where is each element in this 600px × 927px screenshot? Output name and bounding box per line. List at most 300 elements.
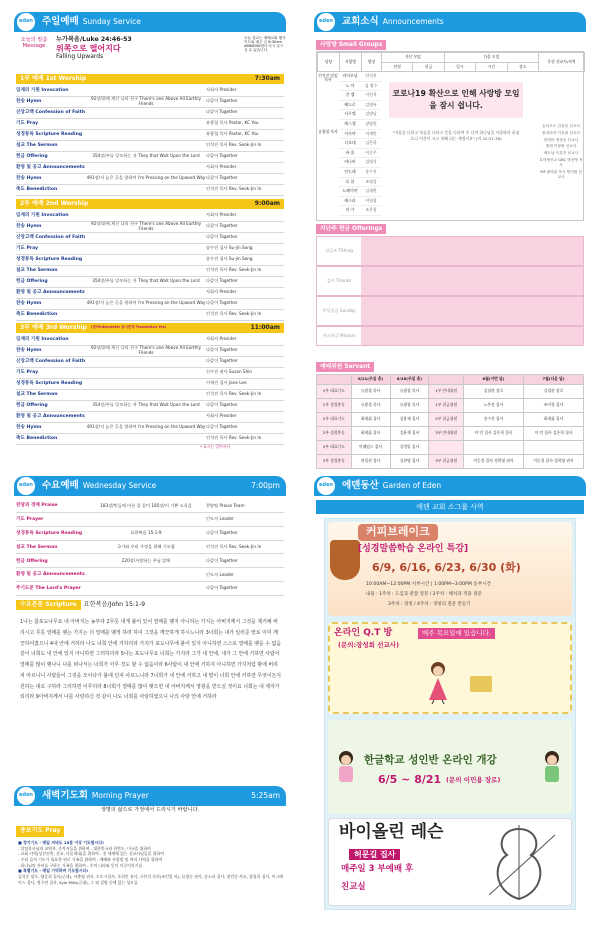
program-item: 성경봉독 Scripture Reading <box>16 132 83 138</box>
school-title: 한글학교 성인반 온라인 개강 <box>364 754 497 766</box>
groups-sub-head: 일시 <box>444 62 475 72</box>
scripture-ref-wed: 요한복음/John 15:1-9 <box>83 601 146 609</box>
program-leader: 다같이 Together <box>206 347 238 353</box>
servant-row <box>317 398 584 412</box>
servant-cell: 3부 헌금위원 <box>429 454 464 468</box>
program-leader: 인석진 목사 Rev. Seok-Jin In <box>206 186 262 192</box>
wednesday-row <box>16 583 284 596</box>
prayer-list <box>18 840 284 885</box>
program-item: 찬송 Hymn <box>16 301 42 307</box>
garden-subtitle: 에덴 교회 소그룹 사역 <box>316 500 584 514</box>
eden-logo-icon: eden <box>16 12 36 32</box>
group-row <box>339 168 381 178</box>
sunday-header <box>14 12 286 32</box>
group-leader: 김 영수 <box>364 82 378 88</box>
group-row <box>339 82 381 92</box>
program-leader: 사회자 Presider <box>206 289 237 295</box>
program-leader: 다같이 Together <box>206 175 238 181</box>
offering-value-cell <box>361 267 583 295</box>
online-qt-poster[interactable] <box>328 622 572 714</box>
eden-logo-icon: eden <box>16 786 36 806</box>
group-leader: 송수진 <box>365 168 377 174</box>
news-title-en: Announcements <box>382 16 444 26</box>
group-leader: 조명성 <box>365 178 377 184</box>
wednesday-item: 설교 The Sermon <box>16 544 58 550</box>
offering-value-cell <box>361 237 583 265</box>
wednesday-detail: 국가와 우리 가정을 위해 기도함 <box>117 543 175 549</box>
group-name: 라이오닝 <box>342 73 358 79</box>
group-leader: 조은경 <box>365 207 377 213</box>
offering-label-cell: 감사 Thanks <box>317 267 361 295</box>
prayer-line: ■ 정기기도 - 매일 저녁도 15분 이상 기도합시다! <box>18 840 104 845</box>
group-name: 안드레 <box>344 168 356 174</box>
program-leader: 인석진 목사 Rev. Seok-Jin In <box>206 311 262 317</box>
servant-row <box>317 384 584 398</box>
program-leader: 다같이 Together <box>206 402 238 408</box>
mission-item: 동티모르 김옥천 선교사 <box>542 124 580 128</box>
program-row <box>16 346 284 357</box>
program-leader: 송수진 집사 Su-jin Song <box>206 245 253 251</box>
servant-cell: 김정일 집사 <box>390 440 429 454</box>
group-name: 느헤미야 <box>342 188 358 194</box>
program-item: 설교 The Sermon <box>16 143 58 149</box>
worship-bar <box>16 323 284 333</box>
program-row <box>16 185 284 196</box>
group-leader: 김재현 <box>365 188 377 194</box>
group-name: 바 울 <box>345 149 355 155</box>
program-hymn: 92장/위에 계신 나의 친구 There's one Above All Earthly Friends <box>90 220 202 231</box>
program-leader: 사회자 Presider <box>206 164 237 170</box>
servant-cell: 3부 성경봉독 <box>317 454 352 468</box>
program-row <box>16 335 284 346</box>
covid-verse: "마음을 다하고 목숨을 다하고 뜻을 다하여 주 너의 하나님을 사랑하라 하셨으니 이것이 크고 첫째 되는 계명이요" (마 22:37-38) <box>392 130 520 141</box>
group-name: 갈 렙 <box>345 92 355 98</box>
program-hymn: 92장/위에 계신 나의 친구 There's one Above All Earthly Friends <box>90 95 202 106</box>
servant-cell: 3부 대표기도 <box>317 440 352 454</box>
program-row <box>16 141 284 152</box>
program-leader: 다같이 Together <box>206 153 238 159</box>
servant-cell: 최재휘 집사 <box>351 412 390 426</box>
wednesday-item: 기도 Prayer <box>16 517 44 523</box>
eden-logo-icon: eden <box>316 12 336 32</box>
garden-title: 에덴동산 <box>342 479 379 491</box>
program-leader: 사회자 Presider <box>206 413 237 419</box>
group-leader: 김명록 <box>365 101 377 107</box>
news-header <box>314 12 586 32</box>
program-row <box>16 130 284 141</box>
violin-place: 친교실 <box>341 882 366 892</box>
group-row <box>339 187 381 197</box>
program-row <box>16 288 284 299</box>
servant-cell: 노은정 집사 <box>464 398 524 412</box>
group-row <box>339 139 381 149</box>
program-row <box>16 108 284 119</box>
program-item: 헌금 Offering <box>16 403 48 409</box>
mission-item: 칠레 이창원 선교사 <box>545 144 577 149</box>
groups-sub-head: 시간 <box>476 62 507 72</box>
servant-cell: 김용재 집사 <box>390 412 429 426</box>
wednesday-item: 환영 및 공고 Announcements <box>16 572 85 578</box>
group-leader: 김은희 <box>365 140 377 146</box>
offering-value-cell <box>361 297 583 325</box>
group-row <box>339 72 381 82</box>
program-hymn: 92장/위에 계신 나의 친구 There's one Above All Earthly Friends <box>90 344 202 355</box>
prayer-line: 김석준 장로, 양승희 집사(군대), 서춘영 권사, 도도시집사, 오희인 권사, 구본각 목사(조인일 아), 류정순 권사, 송소라 집사, 천인순 사모, 장철희 집사, 이그레이스 집사, 정수연 집사, Kyle Mills(군대), 그 외 질병 중에 있는 성도들 <box>18 873 283 885</box>
mission-item: 베트남 이유진 선교사 <box>543 151 579 156</box>
group-leader: 김명식 <box>365 159 377 165</box>
servant-head: 6/28(주일 총) <box>390 375 429 385</box>
violin-time: 매주일 3 부예배 후 <box>341 864 414 874</box>
morning-header <box>14 786 286 806</box>
qt-title: 온라인 Q.T 방 <box>334 628 393 638</box>
worship-bar <box>16 74 284 84</box>
servant-cell: 유광철 목사 <box>390 384 429 398</box>
wednesday-title: 수요예배 <box>42 479 79 491</box>
program-item: 성경봉독 Scripture Reading <box>16 381 83 387</box>
servant-cell <box>464 440 524 454</box>
program-leader: 다같이 Together <box>206 98 238 104</box>
servant-cell: 유광철 목사 <box>390 398 429 412</box>
wednesday-leader: 다같이 Together <box>206 557 238 563</box>
group-name: 베드로 <box>344 101 356 107</box>
wednesday-item: 헌금 Offering <box>16 558 48 564</box>
garden-header <box>314 476 586 496</box>
korean-school-poster[interactable] <box>328 720 572 814</box>
program-row <box>16 310 284 321</box>
worship-bar <box>16 199 284 209</box>
servant-cell: 이 민 집사 김은희 집사 <box>523 426 583 440</box>
program-row <box>16 412 284 423</box>
program-item: 신앙고백 Confession of Faith <box>16 235 86 241</box>
scripture-text: 1나는 참포도나무요 내 아버지는 농부라 2무릇 내게 붙어 있어 열매를 맺지 아니하는 가지는 아버지께서 그것을 제거해 버리시고 무릇 열매를 맺는 가지는 더 열매를 맺게 하려 하여 그것을 깨끗하게 하시느니라 3너희는 내가 일러준 말로 이미 깨끗하여졌으니 4내 안에 거하라 나도 너희 안에 거하리라 가지가 포도나무에 붙어 있지 아니하면 스스로 열매를 맺을 수 없음 같이 너희도 내 안에 있지 아니하면 그러하리라 5나는 포도나무요 너희는 가지라 그가 내 안에, 내가 그 안에 거하면 사람이 열매를 많이 맺나니 나를 떠나서는 너희가 아무 것도 할 수 없음이라 6사람이 내 안에 거하지 아니하면 가지처럼 밖에 버려져 마르나니 사람들이 그것을 모아다가 불에 던져 사르느니라 7너희가 내 안에 거하고 내 말이 너희 안에 거하면 무엇이든지 원하는 대로 구하라 그리하면 이루리라 8너희가 열매를 많이 맺으면 내 아버지께서 영광을 받으실 것이요 너희는 내 제자가 되리라 9아버지께서 나를 사랑하신 것 같이 나도 너희를 사랑하였으니 나의 사랑 안에 거하라 <box>20 619 282 701</box>
prayer-label: 중보기도 Pray <box>16 826 64 837</box>
servant-head: 7월(다음 달) <box>523 375 583 385</box>
program-leader: 인석진 목사 Rev. Seok-Jin In <box>206 142 262 148</box>
girl-illustration-icon <box>420 660 456 704</box>
program-item: 축도 Benediction <box>16 436 58 442</box>
servant-row <box>317 454 584 468</box>
group-leader: 이재민 <box>365 130 377 136</box>
groups-sub-head: 헌금 <box>413 62 444 72</box>
program-leader: 인석진 목사 Rev. Seok-Jin In <box>206 435 262 441</box>
program-leader: 사회자 Presider <box>206 212 237 218</box>
groups-sub-head: 인원 <box>382 62 413 72</box>
wednesday-leader: 인석진 목사 Rev. Seok-Jin In <box>206 543 262 549</box>
program-row <box>16 299 284 310</box>
coffee-line-2: 3주차 : 경청 / 4주차 : 경청의 질문 만들기 <box>388 602 471 607</box>
qt-bible-icon <box>470 676 492 692</box>
scripture-ref: 누가복음/Luke 24:46-53 <box>56 36 132 43</box>
morning-title: 새벽기도회 <box>42 789 88 801</box>
group-row <box>339 197 381 207</box>
groups-col-head: 후원 선교사/사역 <box>539 53 585 72</box>
group-row <box>339 120 381 130</box>
group-leader: 김명남 <box>365 111 377 117</box>
mission-item: 무학생선교 GBC 박찬영 목사 <box>539 158 583 167</box>
violin-lesson-poster[interactable] <box>328 818 572 906</box>
program-row <box>16 174 284 185</box>
covid-notice: 코로나19 확산으로 인해 사랑방 모임을 잠시 쉽니다. <box>392 89 520 110</box>
news-title: 교회소식 <box>342 15 379 27</box>
program-item: 찬송 Hymn <box>16 99 42 105</box>
group-leader: 이원철 <box>365 197 377 203</box>
program-row <box>16 163 284 174</box>
servant-cell: 2부 성경봉독 <box>317 426 352 440</box>
program-item: 신앙고백 Confession of Faith <box>16 359 86 365</box>
mission-item: YM 필리핀 목사 양지원 선교사 <box>539 169 583 179</box>
program-row <box>16 357 284 368</box>
groups-col-head: 담당 <box>318 53 340 72</box>
morning-title-en: Morning Prayer <box>91 790 149 800</box>
wednesday-leader: 다같이 Together <box>206 585 238 591</box>
group-name: 노 아 <box>345 82 355 88</box>
groups-col-head: 지난 모임 <box>382 53 445 63</box>
program-item: 임재의 기원 Invocation <box>16 88 69 94</box>
program-leader: 송수진 집사 Su-jin Song <box>206 256 253 262</box>
wednesday-detail: 183장/빈들에 마른 풀 같이 185장/이 기쁜 소식을 <box>100 502 192 508</box>
program-item: 기도 Pray <box>16 246 39 252</box>
program-item: 환영 및 공고 Announcements <box>16 165 85 171</box>
program-leader: 사회자 Presider <box>206 87 237 93</box>
word-label: 오늘의 말씀 <box>20 37 48 43</box>
servant-cell: 김용재 집사 <box>390 426 429 440</box>
program-item: 임재의 기원 Invocation <box>16 213 69 219</box>
servant-cell: 2부 헌금위원 <box>429 412 464 426</box>
program-row <box>16 434 284 445</box>
servant-cell: 조미경 집사 <box>523 398 583 412</box>
servant-cell: 이동경 집사 경희영 권사 <box>464 454 524 468</box>
servant-head: 6월(이번 달) <box>464 375 524 385</box>
morning-text: 생명의 삶으로 가정에서 드리시기 바랍니다. <box>100 807 200 813</box>
prayer-line: - 교회 사역(성전건축, 선교, 다음세대)을 위하여 - 전 세계에 있는 선교사님들을 위하여 <box>18 851 164 857</box>
servant-table <box>316 374 584 469</box>
wednesday-leader: 인도자 Leader <box>206 516 234 522</box>
wednesday-time: 7:00pm <box>251 480 280 490</box>
kids-illustration-icon <box>334 750 358 790</box>
program-row <box>16 211 284 222</box>
groups-list <box>339 72 381 216</box>
program-hymn: 354장/주를 앙모하는 자 They that Wait Upon the Lord <box>92 278 200 284</box>
program-leader: 신수진 권사 Susan Shin <box>206 369 253 375</box>
wednesday-row <box>16 541 284 554</box>
group-row <box>339 149 381 159</box>
morning-time: 5:25am <box>251 790 280 800</box>
group-name: 디모데 <box>344 140 356 146</box>
wednesday-row <box>16 569 284 582</box>
group-leader: 장명헌 <box>365 121 377 127</box>
mission-item: 캄비아 정상윤 선교사 <box>543 137 579 142</box>
groups-table <box>316 51 584 221</box>
program-leader: 다같이 Together <box>206 358 238 364</box>
program-item: 찬송 Hymn <box>16 224 42 230</box>
program-leader: 다같이 Together <box>206 109 238 115</box>
servant-cell <box>523 440 583 454</box>
servant-cell: 유광철 목사 <box>351 398 390 412</box>
group-name: 요 한 <box>345 178 355 184</box>
servant-cell: 이 민 집사 김은희 집사 <box>464 426 524 440</box>
recording-notice: 오늘 설교는 예배교회 웹사이트와 매주 금 8:30am AMBIENS에서 다시 들으실 수 있습니다. <box>244 36 286 53</box>
offering-value-cell <box>361 327 583 345</box>
wednesday-row <box>16 528 284 541</box>
prayer-line: ■ 특별기도 - 매일 기억하며 기도합시다! <box>18 868 89 874</box>
program-leader: 이재인 집사 Jane Lee <box>206 380 247 386</box>
program-hymn: 491장/저 높은 곳을 향하여 I'm Pressing on the Upward Way <box>86 424 206 430</box>
program-leader: 유광철 목사 Pastor, KC You <box>206 131 259 137</box>
program-row <box>16 277 284 288</box>
group-leader: 이승주 <box>365 149 377 155</box>
group-leader: 안석진 <box>365 73 377 79</box>
program-leader: 인석진 목사 Rev. Seok-Jin In <box>206 267 262 273</box>
servant-cell: 차성권 집사 <box>351 454 390 468</box>
program-row <box>16 423 284 434</box>
eden-logo-icon: eden <box>316 476 336 496</box>
coffee-cup-icon <box>330 540 360 580</box>
group-row <box>339 91 381 101</box>
coffee-title: 커피브레이크 <box>358 524 438 541</box>
servant-head: 6/21(주일 총) <box>351 375 390 385</box>
wednesday-item: 성경봉독 Scripture Reading <box>16 530 83 536</box>
coffee-subtitle: [성경말씀학습 온라인 특강] <box>358 544 469 554</box>
servant-cell: 2부 대표기도 <box>317 412 352 426</box>
wednesday-item: 찬양과 경배 Praise <box>16 503 58 509</box>
program-item: 찬송 Hymn <box>16 348 42 354</box>
wednesday-row <box>16 500 284 513</box>
groups-col-head: 방장 <box>362 53 382 72</box>
program-hymn: 491장/저 높은 곳을 향하여 I'm Pressing on the Upward Way <box>86 300 206 306</box>
program-item: 신앙고백 Confession of Faith <box>16 110 86 116</box>
covid-notice-box <box>389 82 523 118</box>
violin-icon <box>479 825 559 903</box>
program-item: 환영 및 공고 Announcements <box>16 414 85 420</box>
program-leader: 다같이 Together <box>206 223 238 229</box>
group-name: 사무엘 <box>344 111 356 117</box>
wednesday-header <box>14 476 286 496</box>
garden-title-en: Garden of Eden <box>382 480 442 490</box>
servant-cell <box>429 440 464 454</box>
offering-label-cell: 선교헌금 Mission <box>317 327 361 345</box>
program-leader: 인석진 목사 Rev. Seok-Jin In <box>206 391 262 397</box>
groups-left-2: 유광철 목사 <box>318 129 338 134</box>
program-row <box>16 379 284 390</box>
worship-time: 9:00am <box>254 199 280 207</box>
program-row <box>16 266 284 277</box>
servant-cell: 3부 안내위원 <box>429 426 464 440</box>
scripture-label: 수요본문 Scripture <box>16 600 81 611</box>
group-leader: 이천석 <box>365 92 377 98</box>
sermon-title: 위쪽으로 떨어지다 <box>56 44 121 54</box>
program-row <box>16 390 284 401</box>
servant-cell: 최재휘 집사 <box>351 426 390 440</box>
worship-title: 2부 예배 2nd Worship <box>20 199 89 207</box>
program-row <box>16 97 284 108</box>
program-item: 성경봉독 Scripture Reading <box>16 257 83 263</box>
group-name: 이사야 <box>344 130 356 136</box>
wednesday-leader: 찬양팀 Praise Team <box>206 502 245 508</box>
program-row <box>16 119 284 130</box>
qt-sub: (문의:장성희 선교사) <box>338 641 400 649</box>
group-row <box>339 130 381 140</box>
program-row <box>16 222 284 233</box>
word-label-en: Message <box>22 42 46 49</box>
program-hymn: 491장/저 높은 곳을 향하여 I'm Pressing on the Upward Way <box>86 175 206 181</box>
servant-cell: 송수진 집사 <box>464 412 524 426</box>
school-dates: 6/5 ~ 8/21 <box>378 773 442 786</box>
servant-cell: 김철현 장로 <box>464 384 524 398</box>
worship-note: (영어Interpreter 동시번역 Translation Yes) <box>90 325 167 330</box>
mission-item: 볼리비아 이진희 선교사 <box>542 130 580 135</box>
wednesday-detail: 요한복음 15:1-9 <box>130 530 162 536</box>
servant-label: 예배위원 Servant <box>316 362 374 372</box>
program-row <box>16 233 284 244</box>
servant-head <box>317 375 352 385</box>
offering-label: 지난주 헌금 Offerings <box>316 224 386 234</box>
coffee-break-poster[interactable] <box>328 522 572 616</box>
groups-col-head: 사랑방 <box>340 53 362 72</box>
servant-cell: 이동경 집사 경희영 권사 <box>523 454 583 468</box>
servant-cell: 1부 헌금위원 <box>429 398 464 412</box>
servant-cell: 최재휘 집사 <box>523 412 583 426</box>
program-item: 헌금 Offering <box>16 279 48 285</box>
groups-col-head: 다음 모임 <box>444 53 538 63</box>
group-row <box>339 206 381 216</box>
groups-label: 사랑방 Small Groups <box>316 40 386 50</box>
worship-time: 7:30am <box>254 74 280 82</box>
program-leader: 사회자 Presider <box>206 336 237 342</box>
program-row <box>16 244 284 255</box>
stand-note: * 표시는 일어서서 <box>200 444 230 449</box>
group-name: 바나바 <box>344 159 356 165</box>
violin-title: 바이올린 레슨 <box>339 822 444 842</box>
offering-row <box>316 236 584 266</box>
coffee-time: 10:00AM~12:00PM 서부시간 | 1:00PM~3:00PM 동부시간 <box>366 582 492 587</box>
coffee-line-1: 내용 : 1주차 : 도입과 관찰 질문 / 2주차 : 해석과 적용 질문 <box>366 592 482 597</box>
program-row <box>16 86 284 97</box>
prayer-line: - 하나님의 자비를 구하는 가족을 위하여 - 주의 나라와 뜻이 이루어지기를 <box>18 862 143 868</box>
offering-label-cell: 주일헌금 Sunday <box>317 297 361 325</box>
sermon-title-en: Falling Upwards <box>56 53 104 61</box>
program-leader: 다같이 Together <box>206 424 238 430</box>
servant-row <box>317 412 584 426</box>
program-item: 축도 Benediction <box>16 312 58 318</box>
wednesday-item: 주기도문 The Lord's Prayer <box>16 586 81 592</box>
program-leader: 유광철 목사 Pastor, KC You <box>206 120 259 126</box>
group-row <box>339 110 381 120</box>
offering-row <box>316 266 584 296</box>
message-block <box>16 36 284 68</box>
coffee-dates: 6/9, 6/16, 6/23, 6/30 (화) <box>372 561 521 574</box>
servant-cell: 이혜임스 집사 <box>351 440 390 454</box>
servant-row <box>317 426 584 440</box>
worship-title: 1부 예배 1st Worship <box>20 74 87 82</box>
program-row <box>16 368 284 379</box>
program-leader: 다같이 Together <box>206 234 238 240</box>
offering-row <box>316 326 584 346</box>
groups-sub-head: 장소 <box>507 62 538 72</box>
group-name: 에스라 <box>344 197 356 203</box>
servant-cell: 유광철 목사 <box>351 384 390 398</box>
program-item: 기도 Pray <box>16 121 39 127</box>
servant-row <box>317 440 584 454</box>
program-item: 찬송 Hymn <box>16 425 42 431</box>
wednesday-leader: 다같이 Together <box>206 530 238 536</box>
program-hymn: 354장/주를 앙모하는 자 They that Wait Upon the Lord <box>92 153 200 159</box>
program-item: 환영 및 공고 Announcements <box>16 290 85 296</box>
servant-head <box>429 375 464 385</box>
group-name: 마 가 <box>345 207 355 213</box>
qt-tag: 매주 목요일에 있습니다. <box>418 628 495 639</box>
offering-row <box>316 296 584 326</box>
program-row <box>16 152 284 163</box>
